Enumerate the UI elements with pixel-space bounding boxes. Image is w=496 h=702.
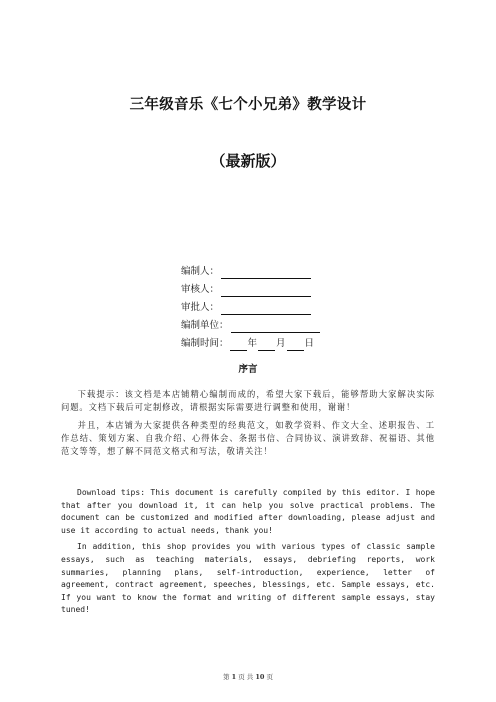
preface-en-paragraph-1: Download tips: This document is carefully compiled by this editor. I hope that after you download it, it can help you solve practical problems. The document can be customized and modified after downloading, please adjust and use it according to actual needs, thank you! — [61, 488, 435, 535]
footer-middle: 页 共 — [238, 673, 254, 681]
preface-en-paragraph-2: In addition, this shop provides you with various types of classic sample essays, such as teaching materials, essays, debriefing reports, work summaries, planning plans, self-introduction, experience, letter of agreement, contract agreement, speeches, blessings, etc. Sample essays, etc. If you want to know the format and writing of different sample essays, stay tuned! — [61, 542, 435, 615]
preface-en-block — [61, 487, 435, 617]
month-label: 月 — [276, 338, 286, 349]
month-blank-line — [258, 338, 275, 351]
edition-label: （最新版） — [210, 152, 286, 170]
reviewer-blank-line — [221, 284, 311, 297]
date-label: 编制时间： — [181, 338, 229, 349]
approver-blank-line — [221, 302, 311, 315]
approver-row — [181, 299, 320, 317]
preface-cn-paragraph-1: 下载提示：该文档是本店铺精心编制而成的，希望大家下载后，能够帮助大家解决实际问题。文档下载后可定制修改，请根据实际需要进行调整和使用，谢谢！ — [61, 389, 435, 412]
year-blank-line — [230, 338, 247, 351]
current-page-number: 1 — [231, 673, 237, 681]
reviewer-label: 审核人： — [181, 284, 220, 295]
date-row — [181, 335, 320, 353]
footer-prefix: 第 — [223, 673, 230, 681]
total-page-number: 10 — [255, 673, 265, 681]
preface-cn-block — [61, 388, 435, 458]
year-label: 年 — [247, 338, 258, 349]
day-blank-line — [287, 338, 304, 351]
preface-cn-paragraph-2: 并且，本店铺为大家提供各种类型的经典范文，如教学资料、作文大全、述职报告、工作总结、策划方案、自我介绍、心得体会、条据书信、合同协议、演讲致辞、祝福语、其他范文等等，想了解不同范文格式和写法，敬请关注！ — [61, 420, 435, 456]
page-footer — [0, 672, 496, 681]
approver-label: 审批人： — [181, 302, 220, 313]
footer-suffix: 页 — [266, 673, 273, 681]
editor-label: 编制人： — [181, 266, 220, 277]
document-title: 三年级音乐《七个小兄弟》教学设计 — [129, 97, 367, 113]
editor-blank-line — [221, 266, 311, 279]
unit-label: 编制单位： — [181, 320, 229, 331]
day-label: 日 — [304, 338, 315, 349]
editor-row — [181, 263, 320, 281]
preface-heading: 序言 — [238, 364, 258, 375]
meta-fields — [181, 263, 320, 353]
unit-blank-line — [231, 320, 320, 333]
unit-row — [181, 317, 320, 335]
reviewer-row — [181, 281, 320, 299]
